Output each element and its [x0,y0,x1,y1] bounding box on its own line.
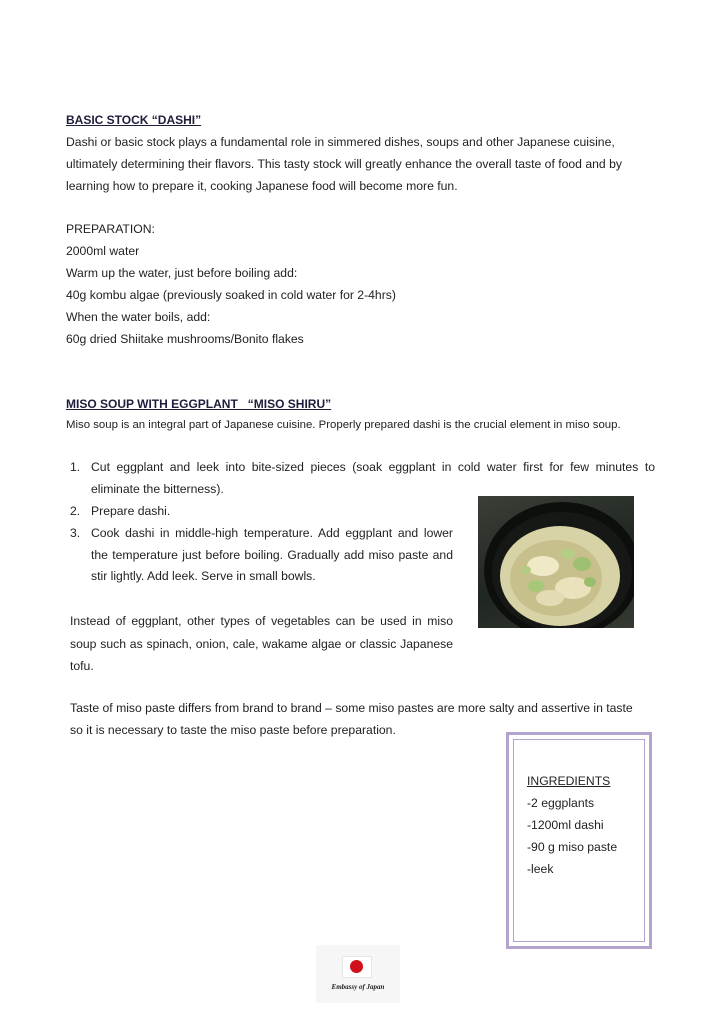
preparation-list [66,240,396,350]
preparation-title: PREPARATION: [66,222,155,236]
step-number: 3. [70,525,81,540]
preparation-line: When the water boils, add: [66,310,211,324]
step-item [66,457,655,501]
step-number: 1. [70,460,81,474]
ingredients-title: INGREDIENTS [527,774,611,788]
preparation-line: 40g kombu algae (previously soaked in cold water for 2-4hrs) [66,288,396,302]
preparation-heading [66,218,155,240]
embassy-logo-text: Embassy of Japan [331,983,385,991]
step-item [66,501,453,523]
preparation-line: 60g dried Shiitake mushrooms/Bonito flakes [66,332,304,346]
miso-title: MISO SOUP WITH EGGPLANT “MISO SHIRU” [66,397,332,411]
dashi-intro-line: learning how to prepare it, cooking Japanese food will become more fun. [66,179,458,193]
taste-line: Taste of miso paste differs from brand to brand – some miso pastes are more salty and assertive in taste [70,701,633,715]
ingredient-item: -1200ml dashi [527,818,604,832]
dashi-title: BASIC STOCK “DASHI” [66,113,202,127]
miso-intro: Miso soup is an integral part of Japanese cuisine. Properly prepared dashi is the crucial element in miso soup. [66,419,621,431]
alt-vegetables-note: Instead of eggplant, other types of vegetables can be used in miso soup such as spinach, onion, cale, wakame algae or classic Japanese tofu. [70,614,453,673]
dashi-intro-line: Dashi or basic stock plays a fundamental role in simmered dishes, soups and other Japanese cuisine, [66,135,615,149]
miso-bowl-illustration [478,496,634,628]
ingredients-list [527,770,617,880]
embassy-logo [316,945,400,1003]
step-item [66,523,453,588]
dashi-intro-line: ultimately determining their flavors. This tasty stock will greatly enhance the overall taste of food and by [66,157,622,171]
flag-sun-icon [350,960,363,973]
miso-steps-narrow [66,501,453,588]
ingredient-item: -2 eggplants [527,796,595,810]
step-text: Cook dashi in middle-high temperature. Add eggplant and lower the temperature just before boiling. Gradually add miso paste and stir lightly. Add leek. Serve in small bowls. [91,525,453,584]
taste-line: so it is necessary to taste the miso paste before preparation. [70,723,396,737]
ingredient-item: -90 g miso paste [527,840,618,854]
step-text: Cut eggplant and leek into bite-sized pieces (soak eggplant in cold water first for few minutes to eliminate the bitterness). [91,460,655,496]
ingredient-item: -leek [527,862,554,876]
japan-flag-icon [342,956,372,978]
preparation-line: 2000ml water [66,244,140,258]
step-number: 2. [70,504,81,518]
miso-soup-photo [478,496,634,628]
dashi-intro [66,131,622,197]
miso-steps-wide [66,457,655,501]
preparation-line: Warm up the water, just before boiling add: [66,266,298,280]
step-text: Prepare dashi. [91,504,171,518]
